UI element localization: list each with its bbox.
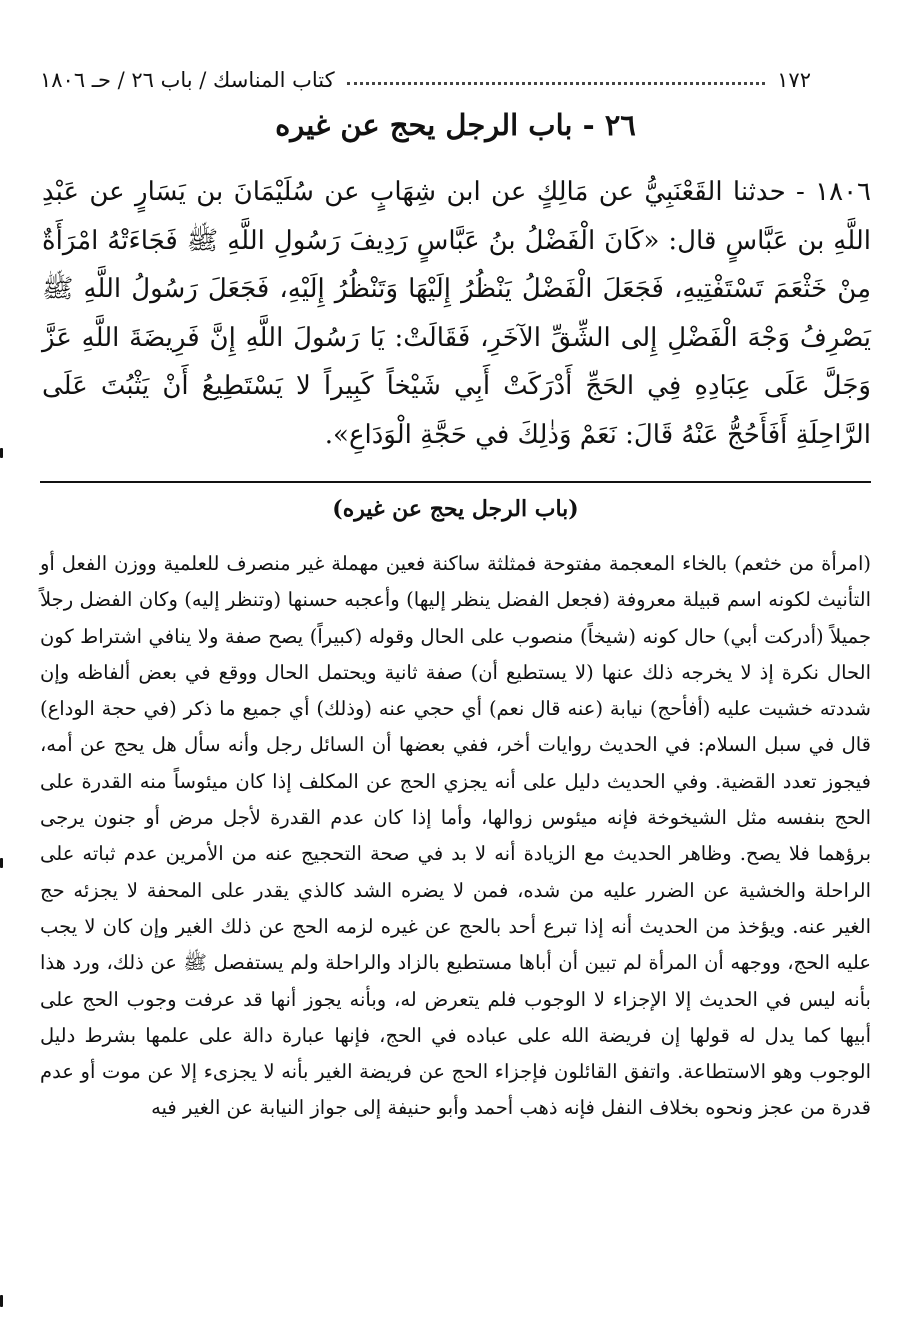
section-divider — [40, 481, 871, 483]
hadith-text: ١٨٠٦ - حدثنا القَعْنَبِيُّ عن مَالِكٍ عن ابن شِهَابٍ عن سُلَيْمَانَ بن يَسَارٍ عن عَبْدِ اللَّهِ بن عَبَّاسٍ قال: «كَانَ الْفَضْلُ بنُ عَبَّاسٍ رَدِيفَ رَسُولِ اللَّهِ ﷺ فَجَاءَتْهُ امْرَأَةٌ مِنْ خَثْعَمَ تَسْتَفْتِيهِ، فَجَعَلَ الْفَضْلُ يَنْظُرُ إِلَيْهَا وَتَنْظُرُ إِلَيْهِ، فَجَعَلَ رَسُولُ اللَّهِ ﷺ يَصْرِفُ وَجْهَ الْفَضْلِ إِلى الشِّقِّ الآخَرِ، فَقَالَتْ: يَا رَسُولَ اللَّهِ إِنَّ فَرِيضَةَ اللَّهِ عَزَّ وَجَلَّ عَلَى عِبَادِهِ فِي الحَجِّ أَدْرَكَتْ أَبِي شَيْخاً كَبِيراً لا يَسْتَطِيعُ أَنْ يَثْبُتَ عَلَى الرَّاحِلَةِ أَفَأَحُجُّ عَنْهُ قَالَ: نَعَمْ وَذٰلِكَ في حَجَّةِ الْوَدَاعِ». — [42, 177, 871, 450]
running-header — [40, 52, 811, 92]
commentary-heading: (باب الرجل يحج عن غيره) — [332, 496, 579, 522]
running-title: كتاب المناسك / باب ٢٦ / حـ ١٨٠٦ — [40, 68, 335, 92]
leader-dots — [347, 82, 766, 85]
margin-mark — [0, 448, 3, 458]
commentary-text: (امرأة من خثعم) بالخاء المعجمة مفتوحة فمثلثة ساكنة فعين مهملة غير منصرف للعلمية ووزن الفعل أو التأنيث لكونه اسم قبيلة معروفة (فجعل الفضل ينظر إليها) وأعجبه حسنها (وتنظر إليه) وكان الفضل رجلاً جميلاً (أدركت أبي) حال كونه (شيخاً) منصوب على الحال وقوله (كبيراً) يصح صفة ولا ينافي اشتراط كون الحال نكرة إذ لا يخرجه ذلك عنها (لا يستطيع أن) صفة ثانية ويحتمل الحال ووقع في بعض ألفاظه وإن شددته خشيت عليه (أفأحج) نيابة (عنه قال نعم) أي حجي عنه (وذلك) أي جميع ما ذكر (في حجة الوداع) قال في سبل السلام: في الحديث روايات أخر، ففي بعضها أن السائل رجل وأنه سأل هل يحج عن أمه، فيجوز تعدد القضية. وفي الحديث دليل على أنه يجزي الحج عن المكلف إذا كان ميئوساً منه القدرة على الحج بنفسه مثل الشيخوخة فإنه ميئوس زوالها، وأما إذا كان عدم القدرة لأجل مرض أو جنون يرجى برؤهما فلا يصح. وظاهر الحديث مع الزيادة أنه لا بد في صحة التحجيج عنه من الأمرين عدم ثباته على الراحلة والخشية عن الضرر عليه من شده، فمن لا يضره الشد كالذي يقدر على المحفة لا يجزئه حج الغير عنه. ويؤخذ من الحديث أنه إذا تبرع أحد بالحج عن غيره لزمه الحج عن ذلك الغير وإن كان لا يجب عليه الحج، ووجهه أن المرأة لم تبين أن أباها مستطيع بالزاد والراحلة ولم يستفصل ﷺ عن ذلك، ورد هذا بأنه ليس في الحديث إلا الإجزاء لا الوجوب فلم يتعرض له، وبأنه يجوز أنها قد عرفت وجوب الحج على أبيها كما يدل له قولها إن فريضة الله على عباده في الحج، فإنها عبارة دالة على علمها بشرط دليل الوجوب وهو الاستطاعة. واتفق القائلون فإجزاء الحج عن فريضة الغير بأنه لا يجزىء إلا عن موت أو عدم قدرة من عجز ونحوه بخلاف النفل فإنه ذهب أحمد وأبو حنيفة إلى جواز النيابة عن الغير فيه — [40, 552, 871, 1120]
chapter-heading: ٢٦ - باب الرجل يحج عن غيره — [275, 108, 636, 142]
margin-mark — [0, 1295, 3, 1307]
page-number: ١٧٢ — [777, 68, 811, 92]
margin-mark — [0, 858, 3, 868]
